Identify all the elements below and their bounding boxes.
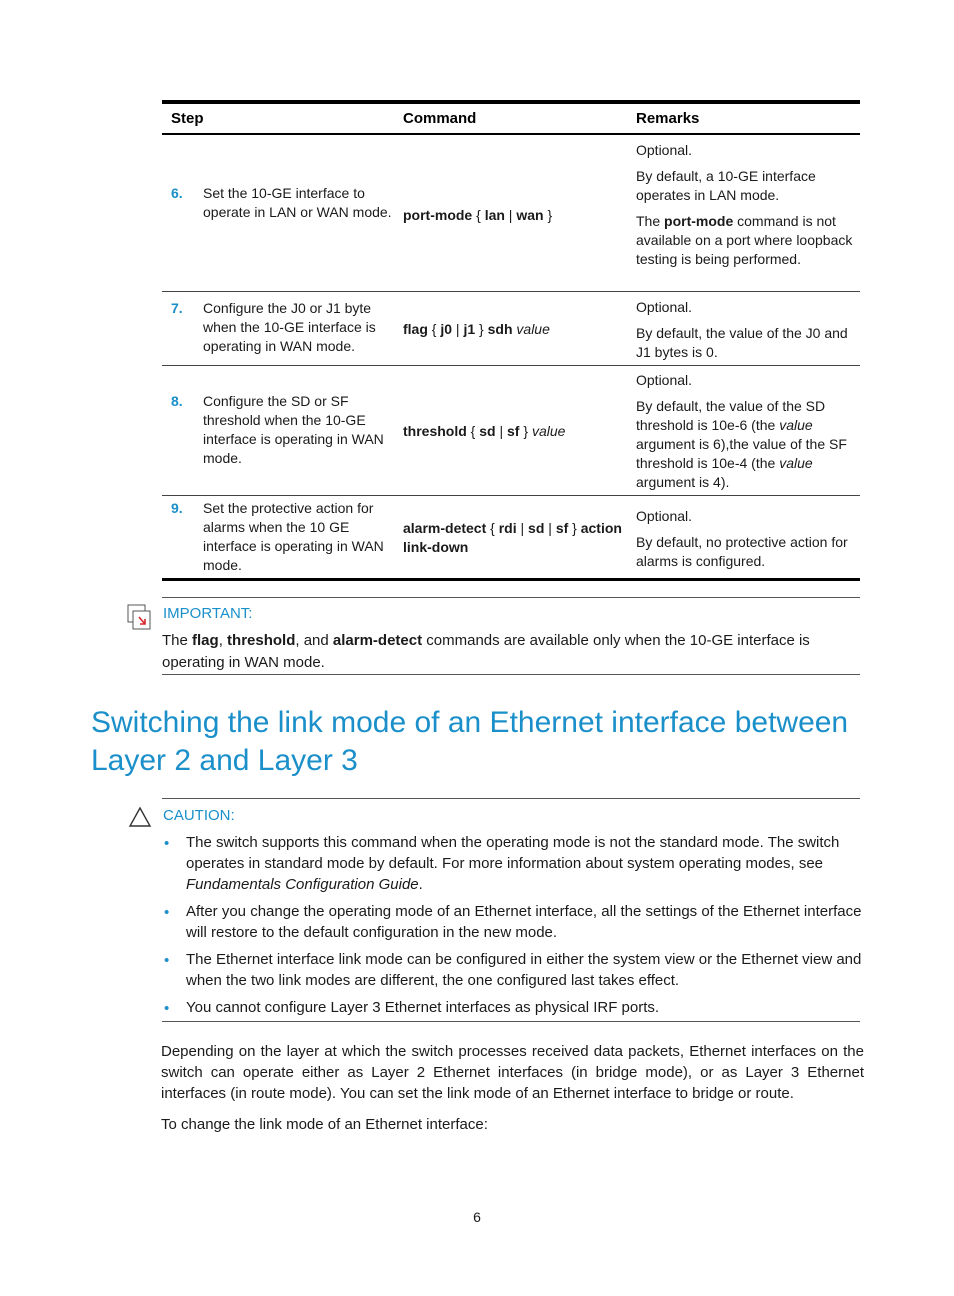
command-syntax: alarm-detect { rdi | sd | sf } action link-down <box>403 520 622 555</box>
remark-paragraph: Optional. <box>636 372 693 388</box>
header-command: Command <box>403 110 477 127</box>
remark-paragraph: Optional. <box>636 142 693 158</box>
bullet-icon: • <box>164 904 170 921</box>
step-description: Configure the SD or SF threshold when the 10-GE interface is operating in WAN mode. <box>203 393 384 466</box>
list-item <box>162 832 862 895</box>
remark-paragraph: Optional. <box>636 508 693 524</box>
command-syntax: threshold { sd | sf } value <box>403 423 566 439</box>
bullet-icon: • <box>164 835 170 852</box>
remark-paragraph: By default, no protective action for alarms is configured. <box>636 534 848 569</box>
table-bottom-rule <box>162 578 860 581</box>
section-title: Switching the link mode of an Ethernet interface between Layer 2 and Layer 3 <box>91 706 849 777</box>
bullet-text: You cannot configure Layer 3 Ethernet interfaces as physical IRF ports. <box>186 999 660 1016</box>
remark-paragraph: Optional. <box>636 299 693 315</box>
step-number: 7. <box>171 300 183 316</box>
remarks-cell <box>636 141 858 276</box>
step-description: Set the protective action for alarms when the 10 GE interface is operating in WAN mode. <box>203 500 384 573</box>
header-step: Step <box>171 110 204 127</box>
remarks-cell <box>636 298 858 369</box>
step-number: 9. <box>171 500 183 516</box>
bullet-text: The switch supports this command when the operating mode is not the standard mode. The switch operates in standard mode by default. For more information about system operating modes, see Fundamentals Configuration Guide. <box>186 834 840 893</box>
list-item <box>162 949 862 991</box>
row-divider <box>162 365 860 366</box>
remarks-cell <box>636 371 858 499</box>
important-bottom-rule <box>162 674 860 675</box>
bullet-icon: • <box>164 1000 170 1017</box>
step-description: Set the 10-GE interface to operate in LAN or WAN mode. <box>203 185 392 220</box>
important-text: The flag, threshold, and alarm-detect commands are available only when the 10-GE interface is operating in WAN mode. <box>162 632 810 671</box>
caution-bullet-list <box>162 832 862 1024</box>
remark-paragraph: By default, the value of the SD threshold is 10e-6 (the value argument is 6),the value of the SF threshold is 10e-4 (the value argument is 4). <box>636 398 847 490</box>
row-divider <box>162 495 860 496</box>
important-label: IMPORTANT: <box>163 605 253 622</box>
important-top-rule <box>162 597 860 598</box>
remark-paragraph: By default, a 10-GE interface operates in LAN mode. <box>636 168 816 203</box>
bullet-icon: • <box>164 952 170 969</box>
important-note-icon <box>127 604 152 632</box>
step-number: 8. <box>171 393 183 409</box>
list-item <box>162 901 862 943</box>
bullet-text: The Ethernet interface link mode can be configured in either the system view or the Ethernet view and when the two link modes are different, the one configured last takes effect. <box>186 951 862 989</box>
list-item <box>162 997 862 1018</box>
caution-triangle-icon <box>128 806 152 828</box>
step-description: Configure the J0 or J1 byte when the 10-GE interface is operating in WAN mode. <box>203 300 376 354</box>
body-paragraph: Depending on the layer at which the switch processes received data packets, Ethernet interfaces on the switch can operate either as Layer 2 Ethernet interfaces (in bridge mode), or as Layer 3 Ethernet interfaces (in route mode). You can set the link mode of an Ethernet interface to bridge or route. <box>161 1043 864 1102</box>
header-remarks: Remarks <box>636 110 700 127</box>
body-paragraph-intro: To change the link mode of an Ethernet interface: <box>161 1116 488 1133</box>
command-syntax: port-mode { lan | wan } <box>403 207 553 223</box>
table-top-rule <box>162 100 860 104</box>
command-syntax: flag { j0 | j1 } sdh value <box>403 321 550 337</box>
bullet-text: After you change the operating mode of an Ethernet interface, all the settings of the Ethernet interface will restore to the default configuration in the new mode. <box>186 903 862 941</box>
step-number: 6. <box>171 185 183 201</box>
caution-label: CAUTION: <box>163 807 235 824</box>
remark-paragraph: By default, the value of the J0 and J1 bytes is 0. <box>636 325 848 360</box>
remark-paragraph: The port-mode command is not available on a port where loopback testing is being performed. <box>636 213 853 267</box>
caution-top-rule <box>162 798 860 799</box>
row-divider <box>162 291 860 292</box>
caution-bottom-rule <box>162 1021 860 1022</box>
page-number: 6 <box>473 1209 481 1225</box>
table-header-rule <box>162 133 860 135</box>
remarks-cell <box>636 507 858 578</box>
